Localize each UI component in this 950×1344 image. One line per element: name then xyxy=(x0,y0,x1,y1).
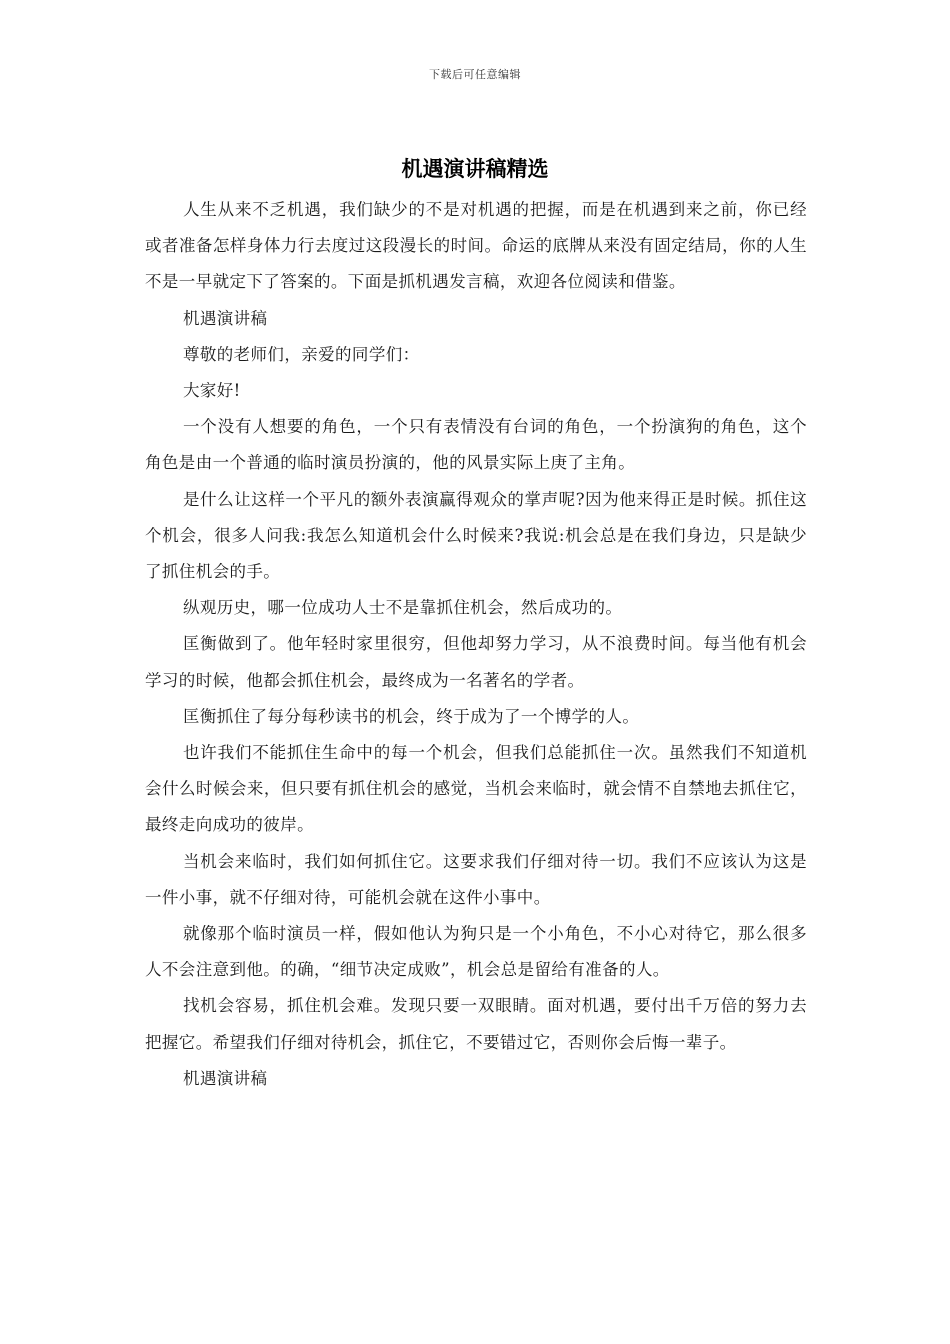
document-body xyxy=(145,192,807,1097)
greeting: 大家好! xyxy=(182,381,241,401)
document-title: 机遇演讲稿精选 xyxy=(401,156,549,181)
salutation: 尊敬的老师们，亲爱的同学们： xyxy=(182,344,420,364)
section-heading: 机遇演讲稿 xyxy=(182,308,268,328)
intro-paragraph: 人生从来不乏机遇，我们缺少的不是对机遇的把握，而是在机遇到来之前，你已经或者准备怎样身体力行去度过这段漫长的时间。命运的底牌从来没有固定结局，你的人生不是一早就定下了答案的。下面是抓机遇发言稿，欢迎各位阅读和借鉴。 xyxy=(145,200,807,292)
body-paragraph: 是什么让这样一个平凡的额外表演赢得观众的掌声呢?因为他来得正是时候。抓住这个机会，很多人问我:我怎么知道机会什么时候来?我说:机会总是在我们身边，只是缺少了抓住机会的手。 xyxy=(145,489,807,582)
section-heading: 机遇演讲稿 xyxy=(182,1068,268,1088)
body-paragraph: 也许我们不能抓住生命中的每一个机会，但我们总能抓住一次。虽然我们不知道机会什么时候会来，但只要有抓住机会的感觉，当机会来临时，就会情不自禁地去抓住它，最终走向成功的彼岸。 xyxy=(145,743,807,835)
body-paragraph: 纵观历史，哪一位成功人士不是靠抓住机会，然后成功的。 xyxy=(182,598,623,618)
page-header-note: 下载后可任意编辑 xyxy=(429,68,521,81)
body-paragraph: 就像那个临时演员一样，假如他认为狗只是一个小角色，不小心对待它，那么很多人不会注意到他。的确，“细节决定成败”，机会总是留给有准备的人。 xyxy=(145,924,807,980)
body-paragraph: 当机会来临时，我们如何抓住它。这要求我们仔细对待一切。我们不应该认为这是一件小事，就不仔细对待，可能机会就在这件小事中。 xyxy=(145,851,807,907)
body-paragraph: 匡衡抓住了每分每秒读书的机会，终于成为了一个博学的人。 xyxy=(182,706,640,726)
body-paragraph: 匡衡做到了。他年轻时家里很穷，但他却努力学习，从不浪费时间。每当他有机会学习的时候，他都会抓住机会，最终成为一名著名的学者。 xyxy=(145,634,807,690)
body-paragraph: 一个没有人想要的角色，一个只有表情没有台词的角色，一个扮演狗的角色，这个角色是由一个普通的临时演员扮演的，他的风景实际上庚了主角。 xyxy=(145,417,807,473)
body-paragraph: 找机会容易，抓住机会难。发现只要一双眼睛。面对机遇，要付出千万倍的努力去把握它。希望我们仔细对待机会，抓住它，不要错过它，否则你会后悔一辈子。 xyxy=(145,996,807,1052)
